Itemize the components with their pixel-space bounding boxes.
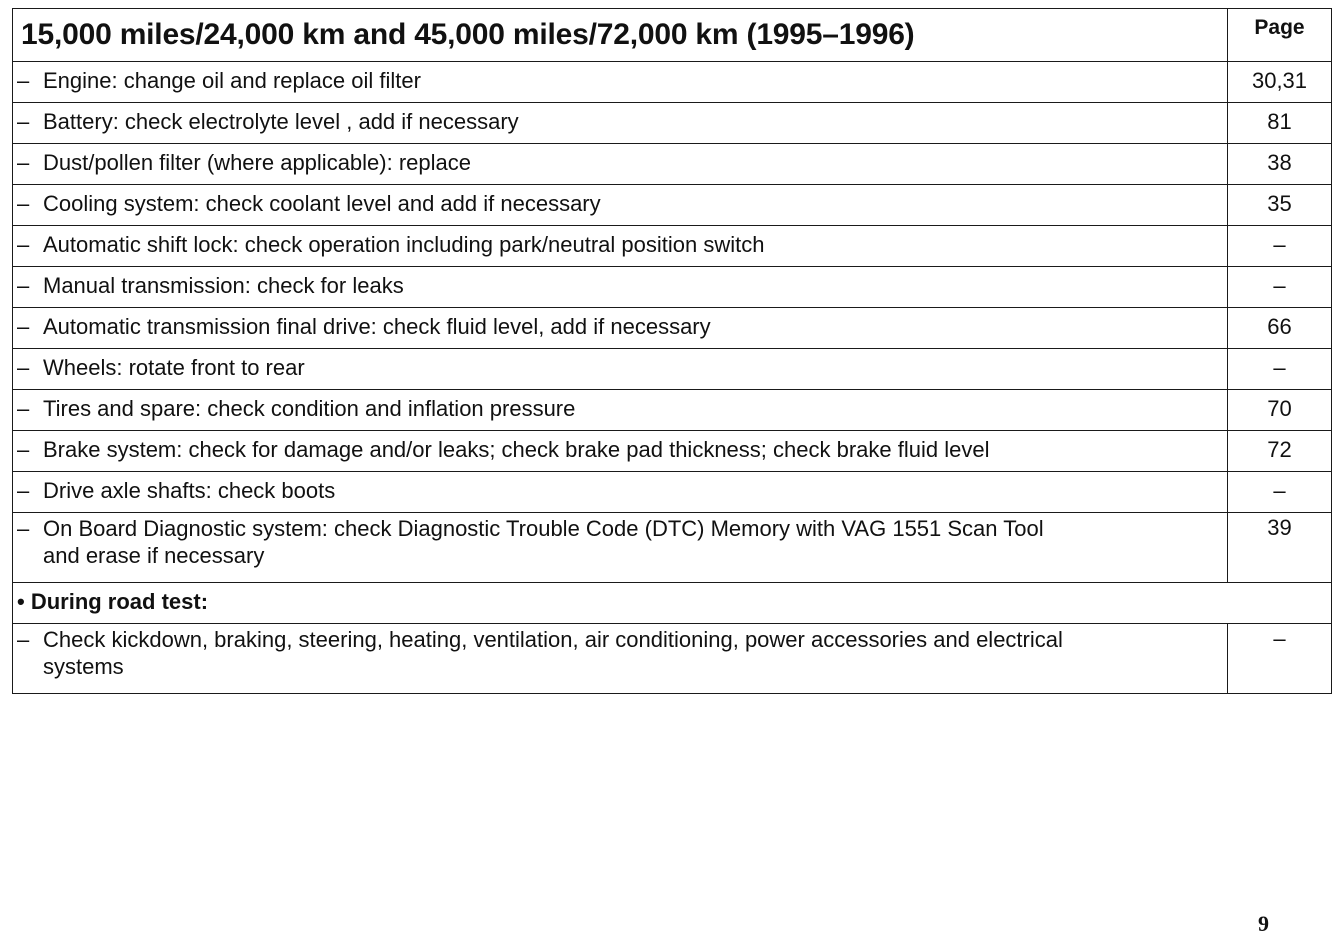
item-text: Dust/pollen filter (where applicable): replace xyxy=(43,150,471,175)
table-row xyxy=(13,624,1332,694)
item-description xyxy=(13,185,1228,226)
maintenance-schedule xyxy=(12,8,1331,694)
dash-bullet: – xyxy=(17,355,30,380)
dash-bullet: – xyxy=(17,516,30,541)
item-text: Cooling system: check coolant level and add if necessary xyxy=(43,191,601,216)
table-row xyxy=(13,144,1332,185)
item-page-ref: 38 xyxy=(1228,144,1332,185)
dash-bullet: – xyxy=(17,396,30,421)
item-description xyxy=(13,472,1228,513)
road-test-heading: • During road test: xyxy=(13,583,1332,624)
dash-bullet: – xyxy=(17,68,30,93)
table-row xyxy=(13,472,1332,513)
item-text: Tires and spare: check condition and inflation pressure xyxy=(43,396,576,421)
table-row xyxy=(13,226,1332,267)
item-description xyxy=(13,431,1228,472)
item-description xyxy=(13,349,1228,390)
dash-bullet: – xyxy=(17,314,30,339)
table-row xyxy=(13,390,1332,431)
item-page-ref: – xyxy=(1228,624,1332,694)
item-text: Automatic shift lock: check operation including park/neutral position switch xyxy=(43,232,765,257)
table-header-row xyxy=(13,9,1332,62)
item-description xyxy=(13,513,1228,583)
item-description xyxy=(13,103,1228,144)
item-text: On Board Diagnostic system: check Diagnostic Trouble Code (DTC) Memory with VAG 1551 Scan Tool xyxy=(43,516,1044,541)
item-text-continued: systems xyxy=(43,654,124,679)
item-page-ref: – xyxy=(1228,349,1332,390)
dash-bullet: – xyxy=(17,232,30,257)
dash-bullet: – xyxy=(17,478,30,503)
dash-bullet: – xyxy=(17,191,30,216)
item-page-ref: 39 xyxy=(1228,513,1332,583)
item-text: Drive axle shafts: check boots xyxy=(43,478,336,503)
table-row xyxy=(13,103,1332,144)
dash-bullet: – xyxy=(17,150,30,175)
table-row xyxy=(13,62,1332,103)
dash-bullet: – xyxy=(17,273,30,298)
item-description xyxy=(13,308,1228,349)
item-description xyxy=(13,624,1228,694)
item-text: Brake system: check for damage and/or leaks; check brake pad thickness; check brake fluid level xyxy=(43,437,990,462)
item-text: Manual transmission: check for leaks xyxy=(43,273,404,298)
maintenance-table xyxy=(12,8,1332,694)
item-description xyxy=(13,226,1228,267)
item-page-ref: – xyxy=(1228,472,1332,513)
item-page-ref: 81 xyxy=(1228,103,1332,144)
table-row xyxy=(13,431,1332,472)
page-column-header: Page xyxy=(1228,9,1332,62)
table-row xyxy=(13,513,1332,583)
dash-bullet: – xyxy=(17,109,30,134)
item-text: Engine: change oil and replace oil filter xyxy=(43,68,421,93)
table-row xyxy=(13,267,1332,308)
table-row xyxy=(13,349,1332,390)
item-description xyxy=(13,267,1228,308)
item-text: Check kickdown, braking, steering, heating, ventilation, air conditioning, power accessories and electrical xyxy=(43,627,1063,652)
item-page-ref: 70 xyxy=(1228,390,1332,431)
table-row xyxy=(13,185,1332,226)
page-number: 9 xyxy=(1258,911,1269,936)
item-description xyxy=(13,62,1228,103)
table-row xyxy=(13,308,1332,349)
item-text: Wheels: rotate front to rear xyxy=(43,355,305,380)
item-description xyxy=(13,144,1228,185)
item-page-ref: 66 xyxy=(1228,308,1332,349)
item-page-ref: 72 xyxy=(1228,431,1332,472)
dash-bullet: – xyxy=(17,437,30,462)
dash-bullet: – xyxy=(17,627,30,652)
table-title: 15,000 miles/24,000 km and 45,000 miles/72,000 km (1995–1996) xyxy=(13,9,1228,62)
item-page-ref: – xyxy=(1228,226,1332,267)
item-text: Battery: check electrolyte level , add if necessary xyxy=(43,109,519,134)
item-text-continued: and erase if necessary xyxy=(43,543,265,568)
item-page-ref: 30,31 xyxy=(1228,62,1332,103)
item-text: Automatic transmission final drive: check fluid level, add if necessary xyxy=(43,314,711,339)
item-page-ref: – xyxy=(1228,267,1332,308)
item-description xyxy=(13,390,1228,431)
item-page-ref: 35 xyxy=(1228,185,1332,226)
road-test-section-row xyxy=(13,583,1332,624)
